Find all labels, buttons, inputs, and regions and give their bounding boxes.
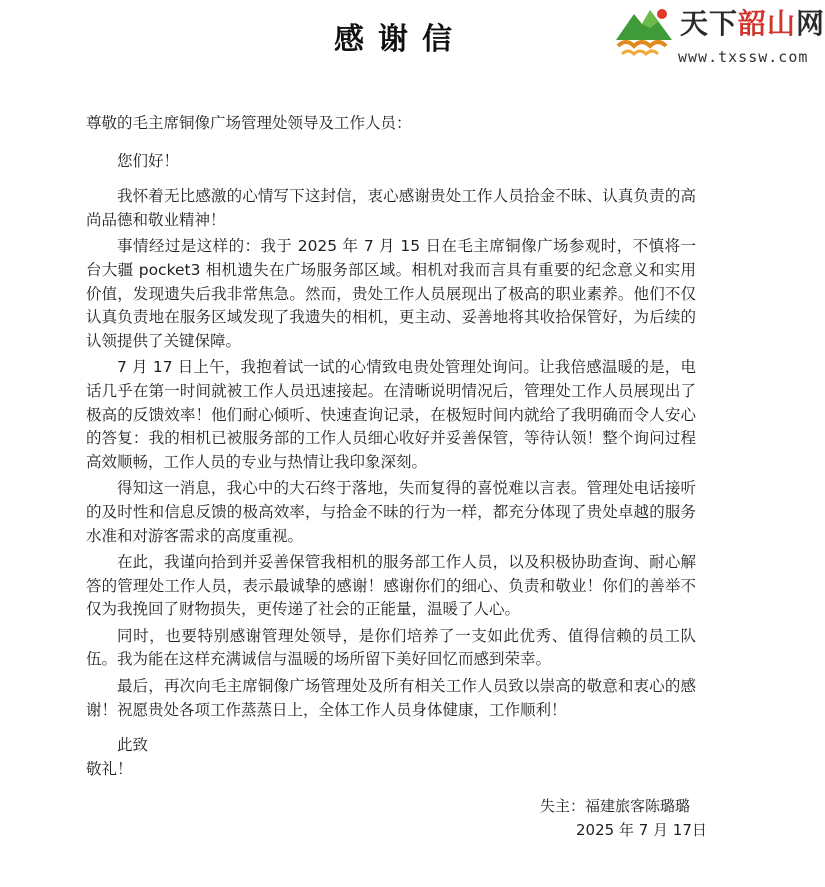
logo-name <box>680 2 825 42</box>
salutation: 尊敬的毛主席铜像广场管理处领导及工作人员： <box>86 114 412 132</box>
site-logo[interactable] <box>612 2 825 70</box>
signature-block <box>540 794 740 842</box>
signature-date: 2025 年 7 月 17日 <box>576 821 707 839</box>
mountain-cloud-icon <box>612 2 678 66</box>
paragraph-6: 同时，也要特别感谢管理处领导，是你们培养了一支如此优秀、值得信赖的员工队伍。我为能在这样充满诚信与温暖的场所留下美好回忆而感到荣幸。 <box>86 626 696 669</box>
paragraph-3: 7 月 17 日上午，我抱着试一试的心情致电贵处管理处询问。让我倍感温暖的是，电话几乎在第一时间就被工作人员迅速接起。在清晰说明情况后，管理处工作人员展现出了极高的反馈效率！他们耐心倾听、快速查询记录，在极短时间内就给了我明确而令人安心的答复：我的相机已被服务部的工作人员细心收好并妥善保管，等待认领！整个询问过程高效顺畅，工作人员的专业与热情让我印象深刻。 <box>86 358 696 471</box>
logo-name-part2: 韶山 <box>738 7 797 40</box>
letter-body <box>86 112 696 781</box>
greeting: 您们好！ <box>117 151 180 170</box>
paragraph-4: 得知这一消息，我心中的大石终于落地，失而复得的喜悦难以言表。管理处电话接听的及时性和信息反馈的极高效率，与拾金不昧的行为一样，都充分体现了贵处卓越的服务水准和对游客需求的高度重视。 <box>86 479 696 545</box>
closing-regards: 此致 <box>117 736 149 755</box>
paragraph-5: 在此，我谨向拾到并妥善保管我相机的服务部工作人员，以及积极协助查询、耐心解答的管理处工作人员，表示最诚挚的感谢！感谢你们的细心、负责和敬业！你们的善举不仅为我挽回了财物损失，更传递了社会的正能量，温暖了人心。 <box>86 553 696 619</box>
logo-name-part1: 天下 <box>680 7 739 40</box>
paragraph-1: 我怀着无比感激的心情写下这封信，衷心感谢贵处工作人员拾金不昧、认真负责的高尚品德和敬业精神！ <box>86 187 696 229</box>
paragraph-2: 事情经过是这样的：我于 2025 年 7 月 15 日在毛主席铜像广场参观时，不慎将一台大疆 pocket3 相机遗失在广场服务部区域。相机对我而言具有重要的纪念意义和实用价值，发现遗失后我非常焦急。然而，贵处工作人员展现出了极高的职业素养。他们不仅认真负责地在服务区域发现了我遗失的相机，更主动、妥善地将其收拾保管好，为后续的认领提供了关键保障。 <box>86 237 696 350</box>
signature-name: 失主：福建旅客陈璐璐 <box>540 797 691 815</box>
logo-url[interactable]: www.txssw.com <box>678 48 809 66</box>
closing-salute: 敬礼！ <box>86 759 133 778</box>
letter-title: 感谢信 <box>334 22 466 57</box>
logo-name-part3: 网 <box>796 7 825 40</box>
paragraph-7: 最后，再次向毛主席铜像广场管理处及所有相关工作人员致以崇高的敬意和衷心的感谢！祝愿贵处各项工作蒸蒸日上，全体工作人员身体健康，工作顺利！ <box>86 677 696 719</box>
